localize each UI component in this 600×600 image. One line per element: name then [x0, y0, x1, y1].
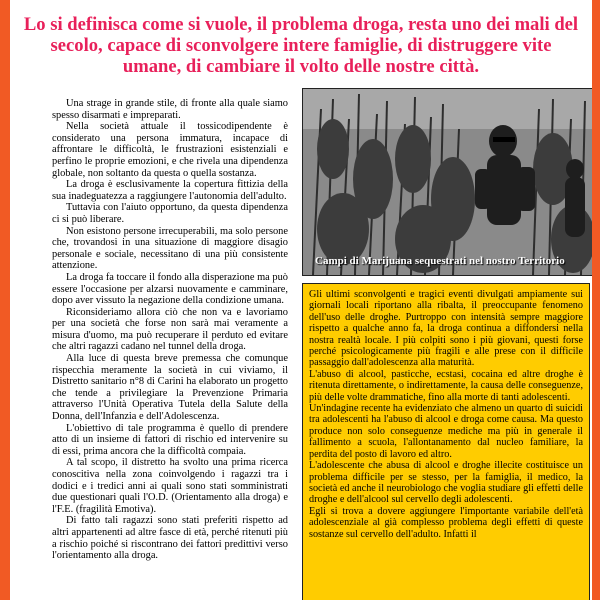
newspaper-page [10, 0, 592, 600]
box-paragraph: Un'indagine recente ha evidenziato che almeno un quarto di suicidi tra adolescenti ha l'abuso di alcool e droga come causa. Ma questo produce non solo conseguenze mediche ma più in generale il fallimento a scuola, l'allontanamento dal nucleo familiare, la perdita del posto di lavoro ed altro. [309, 403, 583, 460]
article-paragraph: Nella società attuale il tossicodipendente è considerato una persona immatura, incapace di affrontare le difficoltà, le frustrazioni esistenziali e perfino le proprie emozioni, e che rivela una dipendenza globale, non soltanto da questa o quella sostanza. [52, 121, 288, 179]
article-paragraph: L'obiettivo di tale programma è quello di prendere atto di un insieme di fattori di rischio ed intervenire su di essi, prima ancora che la difficoltà compaia. [52, 422, 288, 457]
article-paragraph: La droga fa toccare il fondo alla disperazione ma può essere l'occasione per alzarsi nuovamente e camminare, dopo aver vissuto la negazione della condizione umana. [52, 271, 288, 307]
left-column-article [52, 98, 288, 600]
marijuana-field-photo [302, 88, 592, 276]
article-paragraph: Di fatto tali ragazzi sono stati preferiti rispetto ad altri appartenenti ad altre fasce di età, perché ritenuti più a rischio poiché si riscontrano dei fattori predittivi verso l'orientamento alla droga. [52, 515, 288, 562]
article-paragraph: Alla luce di questa breve premessa che comunque rispecchia meramente la società in cui viviamo, il Distretto sanitario n°8 di Carini ha elaborato un progetto che tende a privilegiare la Prevenzione Primaria attraverso l'Unità Operativa Tutela della Salute della Donna, dell'Infanzia e dell'Adolescenza. [52, 353, 288, 423]
box-paragraph: L'abuso di alcool, pasticche, ecstasi, cocaina ed altre droghe è ritenuta direttamente, o indirettamente, la causa delle conseguenze, più delle volte drammatiche, fino alla morte di tanti adolescenti. [309, 368, 583, 403]
photo-caption: Campi di Marijuana sequestrati nel nostro Territorio [315, 255, 565, 267]
highlight-box [302, 283, 590, 600]
article-paragraph: Non esistono persone irrecuperabili, ma solo persone che, trovandosi in una situazione di maggiore disagio personale e sociale, necessitano di una più consistente attenzione. [52, 225, 288, 272]
box-paragraph: Egli si trova a dovere aggiungere l'importante variabile dell'età adolescenziale al già complesso problema degli effetti di queste sostanze sul cervello dell'adulto. Infatti il [309, 505, 583, 540]
headline: Lo si definisca come si vuole, il problema droga, resta uno dei mali del secolo, capace di sconvolgere intere famiglie, di distruggere vite umane, di cambiare il volto delle nostre città. [23, 14, 579, 77]
photo-illustration [303, 89, 592, 275]
article-paragraph: A tal scopo, il distretto ha svolto una prima ricerca conoscitiva nella zona coinvolgendo i ragazzi tra i dodici e i tredici anni ai quali sono stati somministrati due questionari quali l'O.D. (Orientamento alla droga) e l'F.E. (fragilità Emotiva). [52, 457, 288, 515]
article-paragraph: Riconsideriamo allora ciò che non va e lavoriamo per una società che forse non sarà mai veramente a misura d'uomo, ma può recuperare il perduto ed evitare che altri ragazzi cadano nel tunnel della droga. [52, 306, 288, 353]
box-paragraph: Gli ultimi sconvolgenti e tragici eventi divulgati ampiamente sui giornali locali riportano alla ribalta, il preoccupante fenomeno dell'uso delle droghe. Purtroppo con intensità sempre maggiore rispetto a qualche anno fa, la droga continua a diffondersi nella nostra realtà locale. I più colpiti sono i più giovani, questi forse perché psicologicamente più fragili e alle prese con il difficile passaggio dall'adolescenza alla maturità. [309, 289, 583, 369]
article-paragraph: Una strage in grande stile, di fronte alla quale siamo spesso disarmati e impreparati. [52, 98, 288, 121]
box-paragraph: L'adolescente che abusa di alcool e droghe illecite costituisce un problema difficile per se stesso, per la famiglia, il medico, la società ed anche il neurobiologo che voglia studiare gli effetti delle droghe e dell'alcool sul cervello degli adolescenti. [309, 460, 583, 506]
article-paragraph: Tuttavia con l'aiuto opportuno, da questa dipendenza ci si può liberare. [52, 202, 288, 225]
article-paragraph: La droga è esclusivamente la copertura fittizia della sua inadeguatezza a raggiungere l'autonomia dell'adulto. [52, 179, 288, 202]
